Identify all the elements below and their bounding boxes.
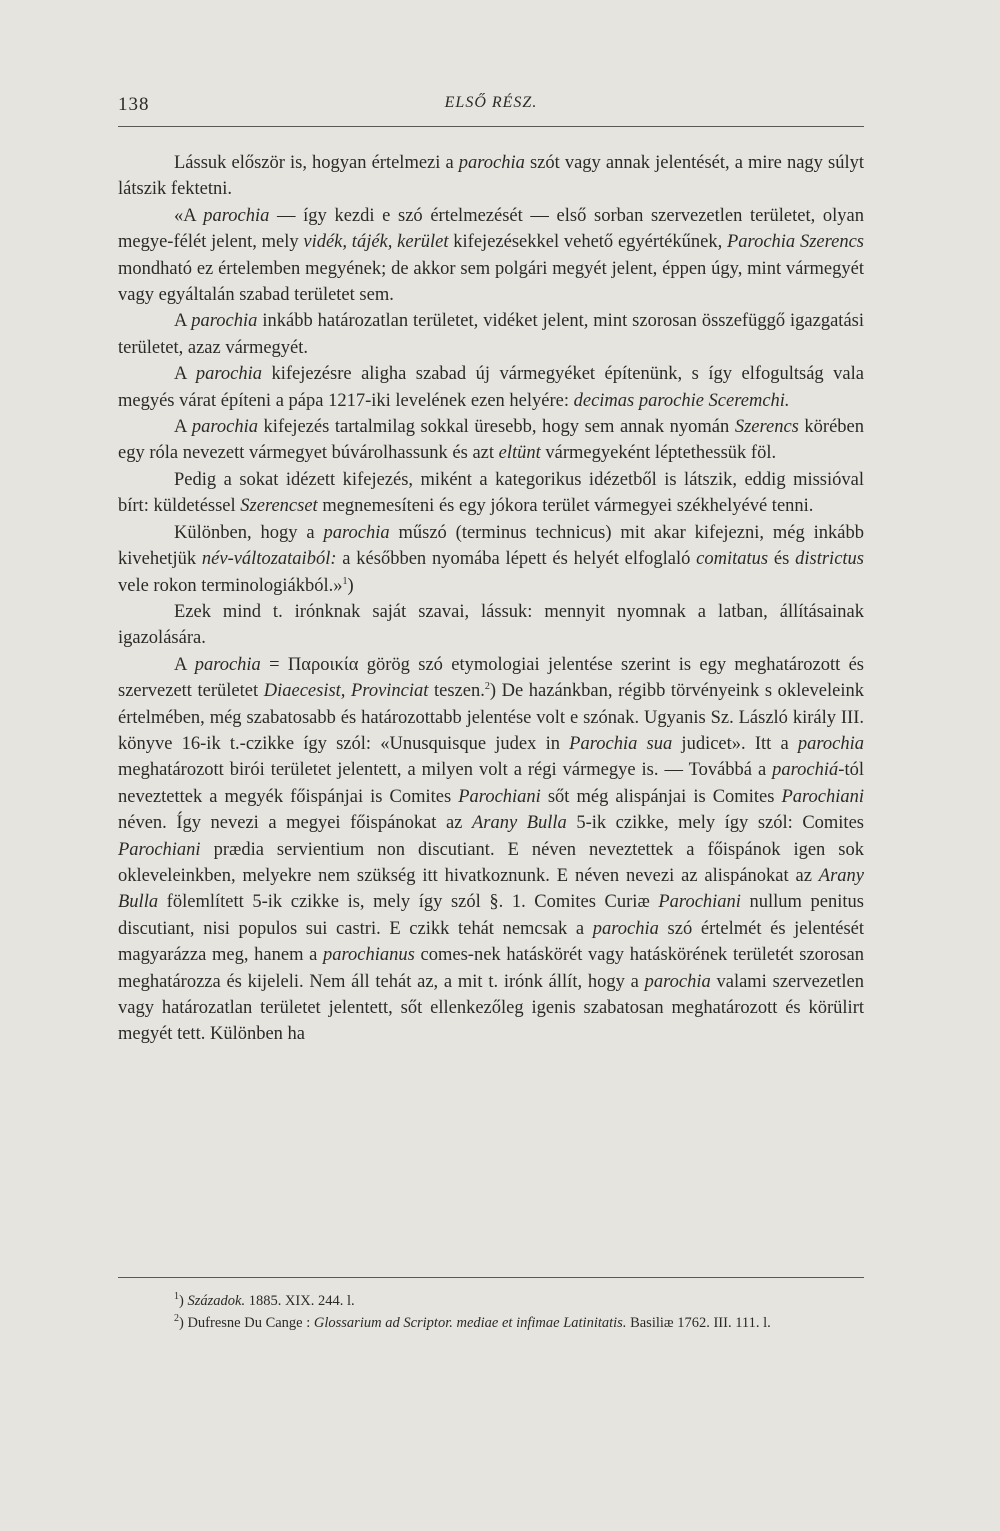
italic-text: Parochia Szerencs <box>727 232 864 253</box>
italic-text: parochia <box>592 918 659 939</box>
text-run: fölemlített 5-ik czikke is, mely így szól §. 1. Comites Curiæ <box>158 892 659 913</box>
text-run: = Παροικία görög szó etymologiai jelentése szerint is egy meghatározott és szervezett területet <box>118 654 864 702</box>
text-run: körében egy róla nevezett vármegyet búvárolhassunk és azt <box>118 417 864 464</box>
italic-text: parochia <box>194 654 261 675</box>
italic-text: parochia <box>191 311 258 332</box>
text-run: mondható ez értelemben megyének; de akkor sem polgári megyét jelent, éppen úgy, mint vármegyét vagy egyáltalán szabad területet sem. <box>118 258 864 306</box>
paragraph <box>118 203 864 309</box>
text-run: «A <box>174 205 204 226</box>
footnote <box>118 1312 864 1334</box>
italic-text: comitatus <box>696 549 769 570</box>
text-run: Különben, hogy a <box>174 522 324 543</box>
text-run: 5-ik czikke, mely így szól: Comites <box>566 813 864 834</box>
italic-text: parochiá <box>772 760 839 781</box>
italic-text: Parochiani <box>781 786 864 807</box>
text-run: kifejezésre aligha szabad új vármegyéket építenünk, s így elfogultság vala megyés várat építeni a pápa 1217-iki levelének ezen helyére: <box>118 364 864 411</box>
text-run: kifejezésekkel vehető egyértékűnek, <box>448 232 727 253</box>
footnotes <box>118 1290 864 1334</box>
text-run: ) De hazánkban, régibb törvényeink s okleveleink értelmében, még szabatosabb és határozottabb jelentése volt e szónak. Ugyanis Sz. László király III. könyve 16-ik t.-czikke így szól: «Unusquisque judex in <box>118 681 864 754</box>
italic-text: parochia <box>458 153 525 173</box>
text-run: szót vagy annak jelentését, a mire nagy súlyt látszik fektetni. <box>118 153 864 200</box>
footnote-marker: 2 <box>484 680 490 692</box>
text-run: sőt még alispánjai is Comites <box>540 786 782 807</box>
text-run: nullum penitus discutiant, nisi populos sui castri. E czikk tehát nemcsak a <box>118 892 864 939</box>
text-run: Ezek mind t. irónknak saját szavai, lássuk: mennyit nyomnak a latban, állításainak igazolására. <box>118 601 864 649</box>
paragraph <box>118 361 864 414</box>
text-run: teszen. <box>428 681 485 702</box>
text-run: — így kezdi e szó értelmezését — első sorban szervezetlen területet, olyan megye-félét jelent, mely <box>118 205 865 253</box>
text-run: a későbben nyomába lépett és helyét elfoglaló <box>336 549 697 570</box>
italic-text: név-változataiból: <box>201 549 337 570</box>
paragraph <box>118 520 864 599</box>
page-number: 138 <box>118 94 150 115</box>
text-run: A <box>174 417 192 438</box>
text-run: műszó (terminus technicus) mit akar kifejezni, még inkább kivehetjük <box>118 522 864 570</box>
text-run: inkább határozatlan területet, vidéket jelent, mint szorosan összefüggő igazgatási területet, azaz vármegyét. <box>118 311 864 358</box>
text-run: 1885. XIX. 244. l. <box>245 1293 355 1309</box>
text-run: vele rokon terminologiákból.» <box>118 575 343 596</box>
text-run: és <box>768 549 796 570</box>
italic-text: Arany Bulla <box>118 865 864 913</box>
paragraph <box>118 308 864 361</box>
header-rule <box>118 126 864 127</box>
italic-text: parochia <box>797 733 864 754</box>
text-run: vármegyeként léptethessük föl. <box>540 443 777 464</box>
italic-text: Századok. <box>187 1293 246 1309</box>
italic-text: Arany Bulla <box>471 813 567 834</box>
text-run: meghatározott birói területet jelentett, a milyen volt a régi vármegye is. — Továbbá a <box>118 760 773 781</box>
italic-text: Parochiani <box>458 786 541 807</box>
text-run: szó értelmét és jelentését magyarázza meg, hanem a <box>118 918 865 966</box>
footnote-marker: 2 <box>174 1313 179 1325</box>
paragraph <box>118 467 864 520</box>
footnote-marker: 1 <box>174 1291 179 1303</box>
paragraph <box>118 414 864 467</box>
text-run: A <box>174 311 192 332</box>
italic-text: parochia <box>195 364 262 385</box>
italic-text: Glossarium ad Scriptor. mediae et infimae Latinitatis. <box>313 1315 627 1331</box>
italic-text: Parochiani <box>658 892 741 913</box>
text-run: Lássuk először is, hogyan értelmezi a <box>174 153 459 173</box>
text-run: Basiliæ 1762. III. 111. l. <box>626 1315 771 1331</box>
text-run: kifejezés tartalmilag sokkal üresebb, hogy sem annak nyomán <box>258 417 735 438</box>
running-title: ELSŐ RÉSZ. <box>444 94 538 111</box>
text-run: comes-nek hatáskörét vagy hatáskörének területét szorosan meghatározza és kijeleli. Nem áll tehát az, a mit t. irónk állít, hogy a <box>118 945 864 992</box>
text-run: A <box>174 654 195 675</box>
paragraph <box>118 652 864 1048</box>
footnote <box>118 1290 864 1312</box>
text-run: -tól neveztettek a megyék főispánjai is Comites <box>118 760 864 807</box>
italic-text: districtus <box>795 549 864 570</box>
italic-text: eltünt <box>498 443 541 464</box>
italic-text: vidék, tájék, kerület <box>303 232 449 253</box>
italic-text: parochia <box>644 971 711 992</box>
text-run: valami szervezetlen vagy határozatlan területet jelentett, sőt ellenkezőleg igenis szabatosan meghatározott és körülirt megyét tett. Különben ha <box>118 971 864 1045</box>
italic-text: Szerencset <box>240 496 318 517</box>
footnote-marker: 1 <box>342 575 348 587</box>
paragraph <box>118 599 864 652</box>
text-run: prædia servientium non discutiant. E néven neveztettek a főispánok igen sok okleveleinkben, melyekre nem szükség itt hivatkoznunk. E néven nevezi az alispánokat az <box>118 839 864 886</box>
text-run: A <box>174 364 196 385</box>
text-run: ) <box>179 1293 188 1309</box>
footnote-rule <box>118 1277 864 1278</box>
italic-text: Parochia sua <box>569 733 673 754</box>
italic-text: parochia <box>323 522 390 543</box>
text-run: ) <box>347 575 354 596</box>
page-header <box>118 94 864 122</box>
text-run: ) Dufresne Du Cange : <box>179 1315 314 1331</box>
body-text <box>118 150 864 1048</box>
text-run: Pedig a sokat idézett kifejezés, miként a kategorikus idézetből is látszik, eddig missióval bírt: küldetéssel <box>118 469 864 517</box>
italic-text: parochia <box>191 417 259 438</box>
italic-text: Diaecesist, Provinciat <box>263 681 429 702</box>
text-run: néven. Így nevezi a megyei főispánokat az <box>118 813 472 834</box>
text-run: megnemesíteni és egy jókora terület vármegyei székhelyévé tenni. <box>317 496 814 517</box>
italic-text: parochianus <box>323 945 415 966</box>
italic-text: parochia <box>203 205 270 226</box>
italic-text: Parochiani <box>118 839 201 860</box>
italic-text: decimas parochie Sceremchi. <box>573 390 790 411</box>
text-run: judicet». Itt a <box>672 733 798 754</box>
paragraph <box>118 150 864 203</box>
italic-text: Szerencs <box>734 417 799 438</box>
